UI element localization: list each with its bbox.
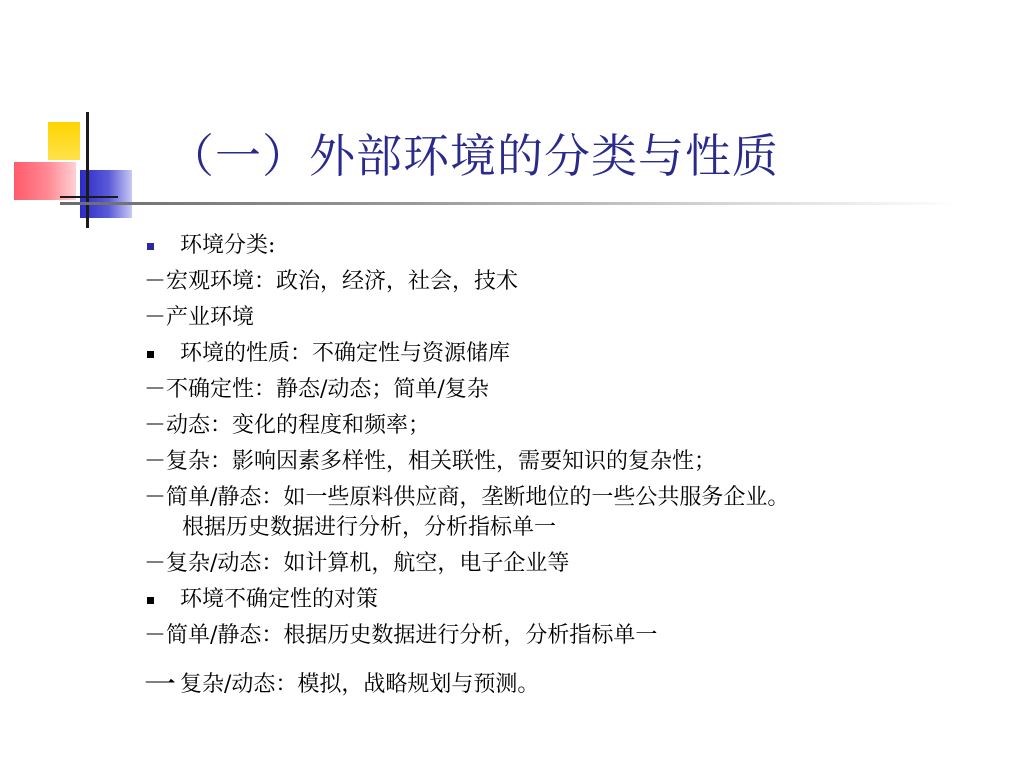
sub-item-dynamic — [144, 408, 1004, 444]
square-bullet-icon — [147, 243, 154, 250]
sub-item-continuation: 根据历史数据进行分析，分析指标单一 — [182, 515, 557, 540]
slide-content — [144, 228, 1004, 704]
sub-item-text: －不确定性：静态/动态；简单/复杂 — [144, 377, 489, 402]
sub-item-text: －简单/静态：如一些原料供应商，垄断地位的一些公共服务企业。 — [144, 485, 790, 510]
bullet-text: 环境分类: — [180, 233, 276, 258]
bullet-text: 环境的性质：不确定性与资源储库 — [180, 341, 511, 366]
sub-item-strategy-complex — [144, 660, 1004, 704]
sub-item-complex — [144, 444, 1004, 480]
sub-item-macro — [144, 264, 1004, 300]
sub-item-industry — [144, 300, 1004, 336]
logo-yellow-block — [48, 122, 80, 160]
bullet-item-classification — [144, 228, 1004, 264]
bullet-item-nature — [144, 336, 1004, 372]
sub-item-text: 复杂/动态：模拟，战略规划与预测。 — [180, 671, 540, 697]
bullet-text: 环境不确定性的对策 — [180, 587, 379, 612]
bullet-item-strategy — [144, 582, 1004, 618]
sub-item-text: －宏观环境：政治，经济，社会，技术 — [144, 269, 519, 294]
sub-item-strategy-simple — [144, 618, 1004, 654]
logo-red-block — [14, 162, 76, 200]
square-bullet-icon — [147, 351, 154, 358]
sub-item-uncertainty — [144, 372, 1004, 408]
sub-item-text: －简单/静态：根据历史数据进行分析，分析指标单一 — [144, 623, 658, 648]
square-bullet-icon — [147, 597, 154, 604]
dash-glyph: 一 — [144, 665, 177, 703]
sub-item-complex-dynamic — [144, 546, 1004, 582]
title-underline — [60, 202, 960, 205]
sub-item-simple-static — [144, 480, 1004, 546]
sub-item-text: －复杂：影响因素多样性，相关联性，需要知识的复杂性； — [144, 449, 717, 474]
logo-horizontal-line — [60, 196, 118, 198]
slide-title: （一）外部环境的分类与性质 — [168, 129, 779, 183]
sub-item-text: －产业环境 — [144, 305, 255, 330]
sub-item-text: －复杂/动态：如计算机，航空，电子企业等 — [144, 551, 570, 576]
logo-vertical-line — [86, 112, 89, 228]
sub-item-text: －动态：变化的程度和频率； — [144, 413, 431, 438]
